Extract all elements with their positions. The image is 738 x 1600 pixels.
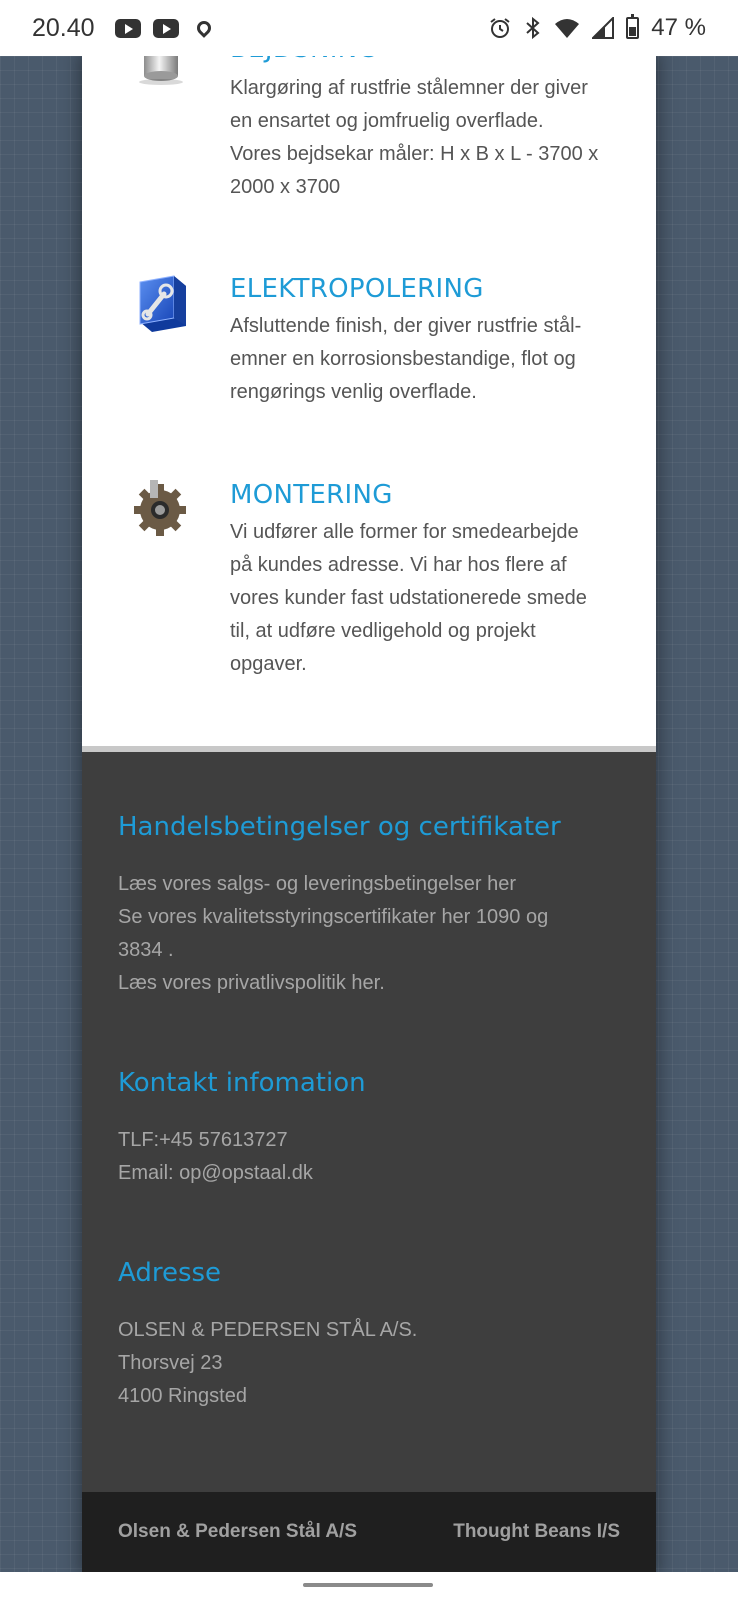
certificates-link[interactable]: Se vores kvalitetsstyringscertifikater her 1090 og: [118, 906, 549, 928]
battery-percent: 47 %: [651, 14, 706, 41]
sales-terms-link[interactable]: Læs vores salgs- og leveringsbetingelser her: [118, 873, 516, 895]
alarm-icon: [488, 16, 512, 40]
clock: 20.40: [32, 13, 95, 42]
privacy-policy-link[interactable]: Læs vores privatlivspolitik her.: [118, 972, 385, 994]
description-line: Vores bejdsekar måler: H x B x L - 3700 x: [230, 143, 599, 165]
status-bar: [0, 0, 738, 56]
contact-heading: Kontakt infomation: [118, 1068, 366, 1098]
company-credit[interactable]: Olsen & Pedersen Stål A/S: [118, 1521, 357, 1542]
description-line: på kundes adresse. Vi har hos flere af: [230, 554, 567, 576]
description-line: Klargøring af rustfrie stålemner der giver: [230, 77, 588, 99]
status-bar-left: [32, 14, 217, 43]
bluetooth-icon: [524, 16, 542, 40]
service-title: ELEKTROPOLERING: [230, 274, 484, 304]
description-line: emner en korrosionsbestandige, flot og: [230, 348, 576, 370]
description-line: Vi udfører alle former for smedearbejde: [230, 521, 579, 543]
wrench-box-icon: [134, 274, 190, 334]
content-column: [82, 56, 656, 1572]
developer-credit[interactable]: Thought Beans I/S: [453, 1521, 620, 1542]
address-info: [118, 1314, 638, 1413]
navigation-bar: [0, 1572, 738, 1600]
terms-heading: Handelsbetingelser og certifikater: [118, 812, 561, 842]
description-line: opgaver.: [230, 653, 307, 675]
wifi-icon: [554, 17, 580, 39]
description-line: en ensartet og jomfruelig overflade.: [230, 110, 544, 132]
company-name: OLSEN & PEDERSEN STÅL A/S.: [118, 1319, 418, 1341]
home-gesture-handle[interactable]: [303, 1583, 433, 1587]
youtube-icon: [153, 19, 179, 38]
description-line: 2000 x 3700: [230, 176, 341, 198]
youtube-icon: [115, 19, 141, 38]
service-description: [230, 72, 630, 204]
footer: [82, 752, 656, 1492]
terms-links: [118, 868, 638, 1000]
service-title: MONTERING: [230, 480, 393, 510]
certificates-link-continued[interactable]: 3834 .: [118, 939, 174, 961]
location-icon: [194, 18, 214, 38]
battery-icon: [626, 17, 639, 39]
description-line: til, at udføre vedligehold og projekt: [230, 620, 536, 642]
phone-link[interactable]: TLF:+45 57613727: [118, 1129, 288, 1151]
contact-info: [118, 1124, 638, 1190]
signal-icon: [592, 17, 614, 39]
street-address: Thorsvej 23: [118, 1352, 223, 1374]
status-bar-right: [482, 14, 706, 42]
postal-city: 4100 Ringsted: [118, 1385, 247, 1407]
services-section: [82, 56, 656, 746]
address-heading: Adresse: [118, 1258, 222, 1288]
service-description: [230, 310, 630, 409]
email-link[interactable]: Email: op@opstaal.dk: [118, 1162, 313, 1184]
bottom-bar: [82, 1492, 656, 1572]
description-line: Afsluttende finish, der giver rustfrie stål-: [230, 315, 582, 337]
gear-icon: [134, 480, 190, 540]
service-description: [230, 516, 630, 681]
description-line: vores kunder fast udstationerede smede: [230, 587, 587, 609]
description-line: rengørings venlig overflade.: [230, 381, 477, 403]
